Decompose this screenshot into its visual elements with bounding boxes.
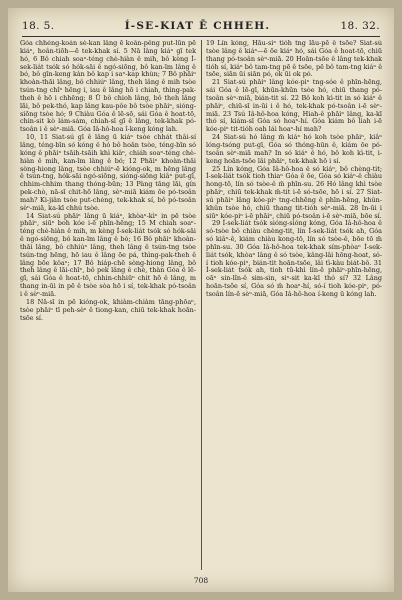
running-header xyxy=(22,18,380,34)
left-paragraph: 10, 11 Siat-sú gī ê lâng ū kiáⁿ tsòe chhát thâi-sí lâng, téng-bīn só kóng ê hó bô hoān tsòe, téng-bīn só kóng ê phāiⁿ tsāih-tsāih khì kiâⁿ, chiáh soaⁿ-téng chè-hiàn ê mih, kan-īm lâng ê bó; 12 Phāiⁿ khoàn-thāi sòng-hiong lâng, tsòe chhiúⁿ-ē kióng-ok, m hēng lâng ê tsún-tng, hók-sāi ngó-siōng, sióng-siōng kiâⁿ put-gī, chhim-chhim thang thóng-būn; 13 Pàng tāng lāi, gín pek-chò, nā-sī chit-hō lâng, sèⁿ-miā kiám ōe pó-tsoân mah? Ki-jiân tsòe put-chèng, tek-khak sí, bô pó-tsoân sèⁿ-miā, ka-kī chhú tsòe. xyxy=(20,133,196,212)
column-divider xyxy=(201,40,202,570)
header-book-title: Í-SE-KIAT Ē CHHEH. xyxy=(124,20,271,32)
left-text-column xyxy=(20,40,196,570)
left-paragraph: 18 Nā-sī in pē kióng-ok, khiàm-chiàm tāng-phōaⁿ, tsòe phāiⁿ tī peh-sèⁿ ê tiong-kan, chiū tek-khak hoān-tsōe sí. xyxy=(20,297,196,322)
right-paragraph: 21 Siat-sú phāiⁿ lâng kóe-piⁿ tng-sóe ê phīn-hēng, sái Góa ê lē-gī, khūn-khūn tsòe hó, chiū thang pó-tsoân sèⁿ-miā, bián-tit sí. 22 Bô koh kì-tit in só kiáⁿ ê phāiⁿ, chiū-sī in-ūi i ê hó, tek-khak pó-tsoân i-ē sèⁿ-miā. 23 Tsú Iâ-hô-hoa kóng, Hiah-ê phāiⁿ lâng, ka-kī thó sí, kiám-sī Góa só hoaⁿ-hí. Góa kiám bô liah i-ē kóe-piⁿ tit-tióh oah lái hoaⁿ-hí mah? xyxy=(206,78,382,134)
header-chapter-verse-right: 18. 32. xyxy=(340,20,380,32)
right-paragraph: 19 Lín kóng, Hāu-siⁿ tióh tng lāu-pē ê tsōe? Siat-sú tsòe lâng ê kiáⁿ—ē ōe kiáⁿ hó, sái Góa ê hoat-tō, chiū thang pó-tsoân sèⁿ-miā. 20 Hoān-tsōe ê lâng tek-khak tióh sí, kiáⁿ bô tam-tng pē ê tsōe, pē bô tam-tng kiáⁿ ê tsōe, siān ūi siān pó, ok ūi ok pó. xyxy=(206,40,382,79)
right-text-column xyxy=(206,40,382,570)
header-rule xyxy=(22,36,380,37)
right-paragraph: 24 Siat-sú hó lâng m̄ kiáⁿ hó koh tsòe phāiⁿ, kiâⁿ lóng-tsóng put-gī, Góa só thóng-hūn ê, kiám ōe pó-tsoân sèⁿ-miā mah? In só kiáⁿ ê hó, bô koh kì-tit, i-keng hoān-tsōe lâi phāiⁿ, tek-khak hō i sí. xyxy=(206,133,382,165)
right-paragraph: 25 Lín kóng, Góa Iâ-hô-hoa ê só kiáⁿ, bô chèng-tit; Í-sek-liát tsók tioh thiaⁿ Góa ê ōe, Góa só kiáⁿ-ê chiàu hong-tō, lín só tsòe-ê m̄ phīn-su. 26 Hó lâng khì tsòe phāiⁿ, chiū tek-khak m̄-tit i-ē só-tsōe, hō i sí. 27 Siat-sú phāiⁿ lâng kóe-piⁿ tng-chhēng ê phīn-hēng, khûn-khûn tsòe hó, chiū thang tit-tióh sèⁿ-miā. 28 In-ūi i siūⁿ kóe-piⁿ i-ē phāiⁿ, chiū pó-tsoân i-ē sèⁿ-miā, bōe sí. xyxy=(206,164,382,220)
header-chapter-verse-left: 18. 5. xyxy=(22,20,55,32)
left-paragraph: Góa chhéng-koán sè-kan lâng ē koân-pêng put-lūn pē kiáⁿ, hoân-tiōh—ē tek-khak sí. 5 Nā lâng kiáⁿ gī tek hó, 6 Bô chiah soaⁿ-téng chè-hiàn ê mih, bô kèng Í-sek-liát tsók só hók-sāi ê ngó-siōng, bô kan-īm lâng ê bó, bô gīn-keng kàn bô kap i saⁿ-kap khùn; 7 Bô phāiⁿ khoàn-thāi lâng, bô chhiúⁿ lâng, theh lâng ê mih tsòe tsún-tng chîⁿ hēng i, iau ê lâng hō i chiah, thìng-pak-theh ê hō i chhēng; 8 Ū bô chioh lâng, bô theh lâng lāi, bô pek-thó, kap lâng kau-pôe bô tsòe phāiⁿ, sióng-siōng tsòe hó; 9 Chiàu Góa ê lē-sō, sái Góa ê hoat-tō, chin-sit kò lám-sám, chiah-sī gī ê lâng, tek-khak pó-tsoân i ê sèⁿ-miā. Góa Iâ-hô-hoa î-keng kóng lah. xyxy=(20,40,196,134)
book-page xyxy=(8,8,394,592)
page-number: 708 xyxy=(193,576,209,585)
right-paragraph: 29 Í-sek-liát tsók sióng-sióng kóng, Góa Iâ-hô-hoa ê só-tsòe bô chiàu chèng-tit, lín Í-sek-liát tsók ah, Góa só kiâⁿ-ê, kiám chiàu kong-tō, lín só tsòe-ê, bōe tō m̄ phīn-su. 30 Góa Iâ-hô-hoa tek-khak sím-phòaⁿ Í-sek-liát tsók, khòaⁿ lâng ê só tsòe, kâng-lâi hōng-hoat, só-í tioh kóe-piⁿ, bián-tit hoān-tsōe, lâi tì-kàu biát-bô. 31 Í-sek-liát tsók ah, tioh tū-khì lín-ē phāiⁿ-phīn-hēng, oāⁿ sin-lîn-ê sim-sìn, siⁿ-sit ka-kī thó sí? 32 Lâng hoān-tsōe sí, Góa só m̄ hoaⁿ-hí, só-í tioh kóe-piⁿ, pó-tsoân lín-ē sèⁿ-miā, Góa Iâ-hô-hoa í-keng ū kóng lah. xyxy=(206,219,382,298)
left-paragraph: 14 Siat-sú phāiⁿ lâng ū kiáⁿ, khòaⁿ-kìⁿ in pē tsòe phāiⁿ, siūⁿ boh kóe i-ē phīn-hēng; 15 M chiah soaⁿ-téng chè-hiàn ê mih, m kèng Í-sek-liát tsók só hók-sāi ê ngó-siōng, bô kan-īm lâng ê bó; 16 Bô phāiⁿ khoàn-thāi lâng, bô chhiúⁿ lâng, theh lâng ê tsún-tng tsòe tsún-tng hēng, hō iau ê lâng ōe pá, thìng-pak-theh ê lâng bōe kôaⁿ; 17 Bô hiáp-chē sòng-hiong lâng, bô theh lâng ê lāi-chīⁿ, bô pek lâng ê chè, thàn Góa ê lē-gī, sái Góa ê hoat-tō, chhin-chhiūⁿ chit hō ê lâng, m thang in-ūi in pē ê tsòe sòa hō i sí, tek-khak pó-tsoân i ê sèⁿ-miā. xyxy=(20,211,196,298)
